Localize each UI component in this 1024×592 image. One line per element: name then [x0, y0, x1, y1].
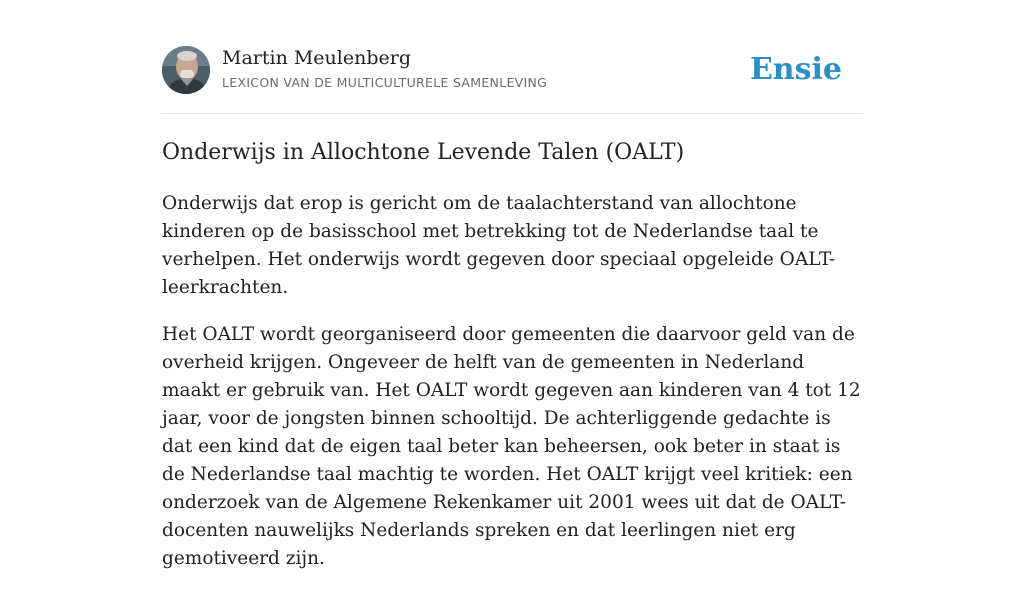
- author-avatar[interactable]: [162, 46, 210, 94]
- person-photo-icon: [162, 46, 210, 94]
- header-divider: [162, 113, 862, 114]
- author-name[interactable]: Martin Meulenberg: [222, 47, 411, 69]
- article-body: [162, 190, 862, 592]
- article-paragraph: Het OALT wordt georganiseerd door gemeenten die daarvoor geld van de overheid krijgen. Ongeveer de helft van de gemeenten in Nederland maakt er gebruik van. Het OALT wordt gegeven aan kinderen van 4 tot 12 jaar, voor de jongsten binnen schooltijd. De achterliggende gedachte is dat een kind dat de eigen taal beter kan beheersen, ook beter in staat is de Nederlandse taal machtig te worden. Het OALT krijgt veel kritiek: een onderzoek van de Algemene Rekenkamer uit 2001 wees uit dat de OALT-docenten nauwelijks Nederlands spreken en dat leerlingen niet erg gemotiveerd zijn.: [162, 324, 861, 569]
- brand-logo[interactable]: Ensie: [749, 52, 842, 87]
- article-paragraph: Onderwijs dat erop is gericht om de taalachterstand van allochtone kinderen op de basisschool met betrekking tot de Nederlandse taal te verhelpen. Het onderwijs wordt gegeven door speciaal opgeleide OALT-leerkrachten.: [162, 193, 836, 298]
- article-title: Onderwijs in Allochtone Levende Talen (OALT): [162, 140, 685, 165]
- publication-name[interactable]: LEXICON VAN DE MULTICULTURELE SAMENLEVING: [222, 75, 548, 90]
- article-header: [162, 46, 862, 96]
